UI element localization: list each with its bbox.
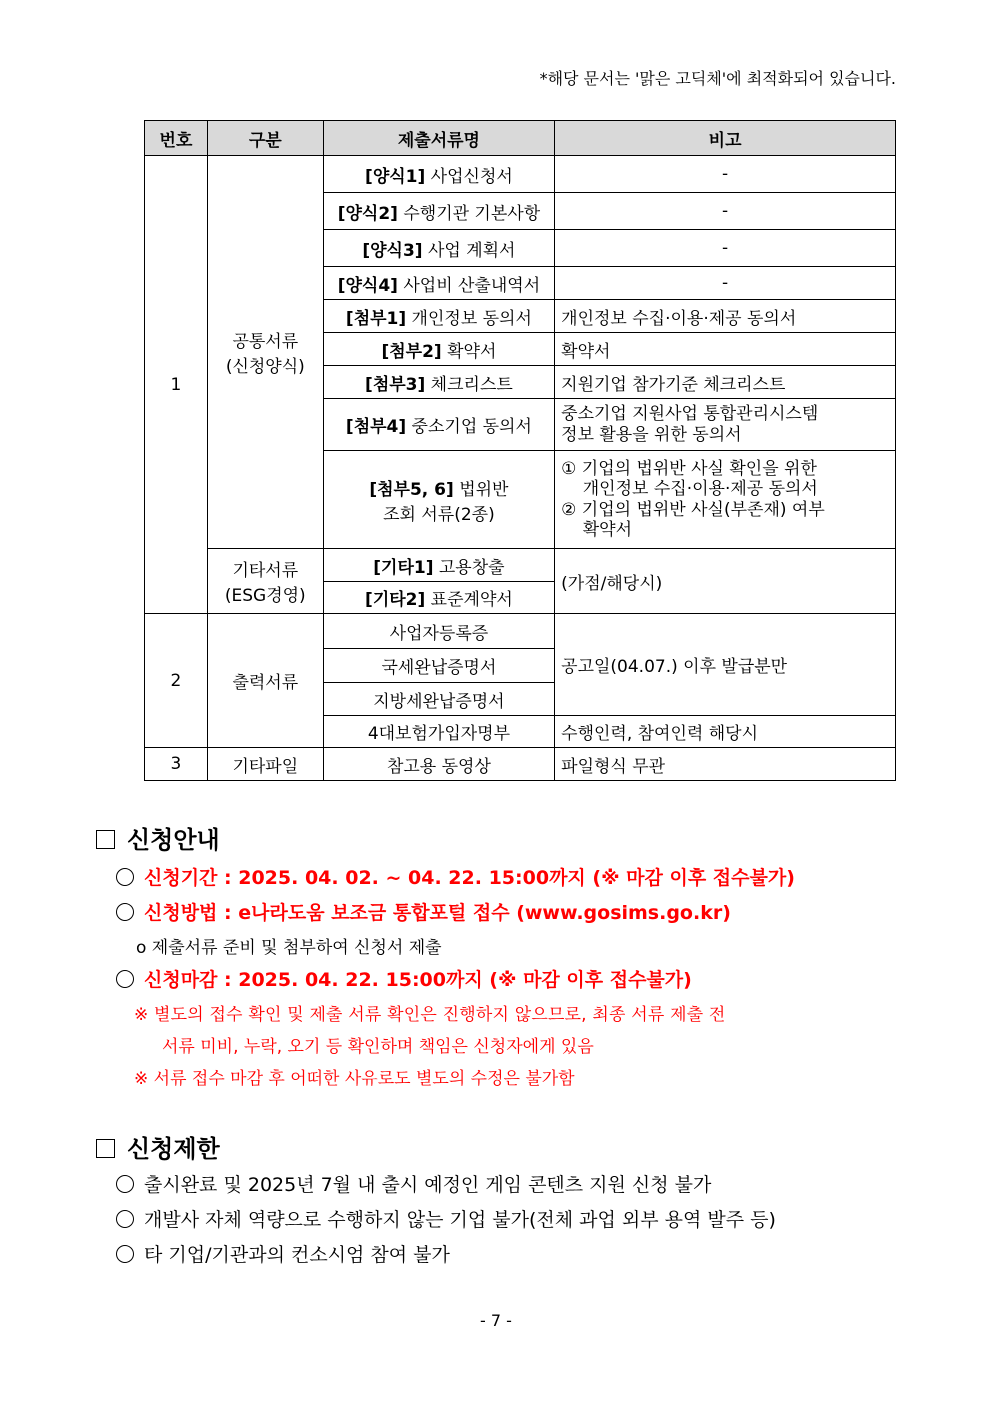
application-method-sub: o 제출서류 준비 및 첨부하여 신청서 제출 (136, 938, 442, 958)
header-remarks: 비고 (555, 121, 896, 156)
category-cell: 기타서류 (ESG경영) (207, 549, 323, 614)
circle-bullet-icon (116, 868, 134, 886)
document-cell: [첨부1] 개인정보 동의서 (323, 300, 554, 333)
remark-cell: 중소기업 지원사업 통합관리시스템 정보 활용을 위한 동의서 (555, 399, 896, 451)
table-row (145, 549, 896, 582)
category-cell: 출력서류 (207, 614, 323, 748)
document-cell: [첨부4] 중소기업 동의서 (323, 399, 554, 451)
document-cell: [양식3] 사업 계획서 (323, 230, 554, 267)
category-cell: 공통서류 (신청양식) (207, 156, 323, 549)
row-number: 2 (145, 614, 208, 748)
document-cell: 국세완납증명서 (323, 649, 554, 683)
application-method: 신청방법 : e나라도움 보조금 통합포털 접수 (www.gosims.go.kr) (116, 898, 731, 925)
remark-cell: 파일형식 무관 (555, 748, 896, 781)
header-document-name: 제출서류명 (323, 121, 554, 156)
warning-note-1: ※ 별도의 접수 확인 및 제출 서류 확인은 진행하지 않으므로, 최종 서류 제출 전 (134, 1005, 726, 1025)
category-cell: 기타파일 (207, 748, 323, 781)
circle-bullet-icon (116, 1210, 134, 1228)
row-number: 1 (145, 156, 208, 614)
font-notice: *해당 문서는 '맑은 고딕체'에 최적화되어 있습니다. (539, 69, 896, 88)
checkbox-square-icon (96, 1139, 115, 1158)
warning-note-1-cont: 서류 미비, 누락, 오기 등 확인하며 책임은 신청자에게 있음 (162, 1037, 594, 1057)
document-cell: [첨부3] 체크리스트 (323, 366, 554, 399)
remark-cell: - (555, 193, 896, 230)
restriction-item: 출시완료 및 2025년 7월 내 출시 예정인 게임 콘텐츠 지원 신청 불가 (116, 1170, 711, 1197)
table-row (145, 156, 896, 193)
circle-bullet-icon (116, 1245, 134, 1263)
section-title-application-guide: 신청안내 (96, 820, 220, 855)
application-deadline: 신청마감 : 2025. 04. 22. 15:00까지 (※ 마감 이후 접수불가) (116, 965, 692, 992)
remark-cell: 확약서 (555, 333, 896, 366)
remark-cell: (가점/해당시) (555, 549, 896, 614)
document-cell: 참고용 동영상 (323, 748, 554, 781)
document-cell: [양식4] 사업비 산출내역서 (323, 267, 554, 300)
application-period: 신청기간 : 2025. 04. 02. ~ 04. 22. 15:00까지 (※ 마감 이후 접수불가) (116, 863, 795, 890)
table-row (145, 748, 896, 781)
row-number: 3 (145, 748, 208, 781)
restriction-item: 개발사 자체 역량으로 수행하지 않는 기업 불가(전체 과업 외부 용역 발주 등) (116, 1205, 776, 1232)
document-cell: [첨부2] 확약서 (323, 333, 554, 366)
remark-cell: 수행인력, 참여인력 해당시 (555, 716, 896, 748)
circle-bullet-icon (116, 903, 134, 921)
document-cell: 4대보험가입자명부 (323, 716, 554, 748)
header-category: 구분 (207, 121, 323, 156)
document-cell: [양식2] 수행기관 기본사항 (323, 193, 554, 230)
remark-cell: 지원기업 참가기준 체크리스트 (555, 366, 896, 399)
document-cell: 사업자등록증 (323, 614, 554, 649)
table-row (145, 614, 896, 649)
restriction-item: 타 기업/기관과의 컨소시엄 참여 불가 (116, 1240, 450, 1267)
circle-bullet-icon (116, 970, 134, 988)
section-title-restrictions: 신청제한 (96, 1129, 220, 1164)
table-header-row (145, 121, 896, 156)
page-number: - 7 - (480, 1311, 512, 1330)
warning-note-2: ※ 서류 접수 마감 후 어떠한 사유로도 별도의 수정은 불가함 (134, 1069, 575, 1089)
remark-cell: 공고일(04.07.) 이후 발급분만 (555, 614, 896, 716)
header-no: 번호 (145, 121, 208, 156)
remark-cell: ① 기업의 법위반 사실 확인을 위한 개인정보 수집·이용·제공 동의서 ② 기업의 법위반 사실(부존재) 여부 확약서 (555, 451, 896, 549)
remark-cell: - (555, 267, 896, 300)
checkbox-square-icon (96, 830, 115, 849)
circle-bullet-icon (116, 1175, 134, 1193)
document-cell: [기타1] 고용창출 (323, 549, 554, 582)
document-cell: [기타2] 표준계약서 (323, 582, 554, 614)
document-cell: [첨부5, 6] 법위반 조회 서류(2종) (323, 451, 554, 549)
remark-cell: 개인정보 수집·이용·제공 동의서 (555, 300, 896, 333)
remark-cell: - (555, 156, 896, 193)
remark-cell: - (555, 230, 896, 267)
document-cell: [양식1] 사업신청서 (323, 156, 554, 193)
document-cell: 지방세완납증명서 (323, 683, 554, 716)
submission-documents-table (144, 120, 896, 781)
